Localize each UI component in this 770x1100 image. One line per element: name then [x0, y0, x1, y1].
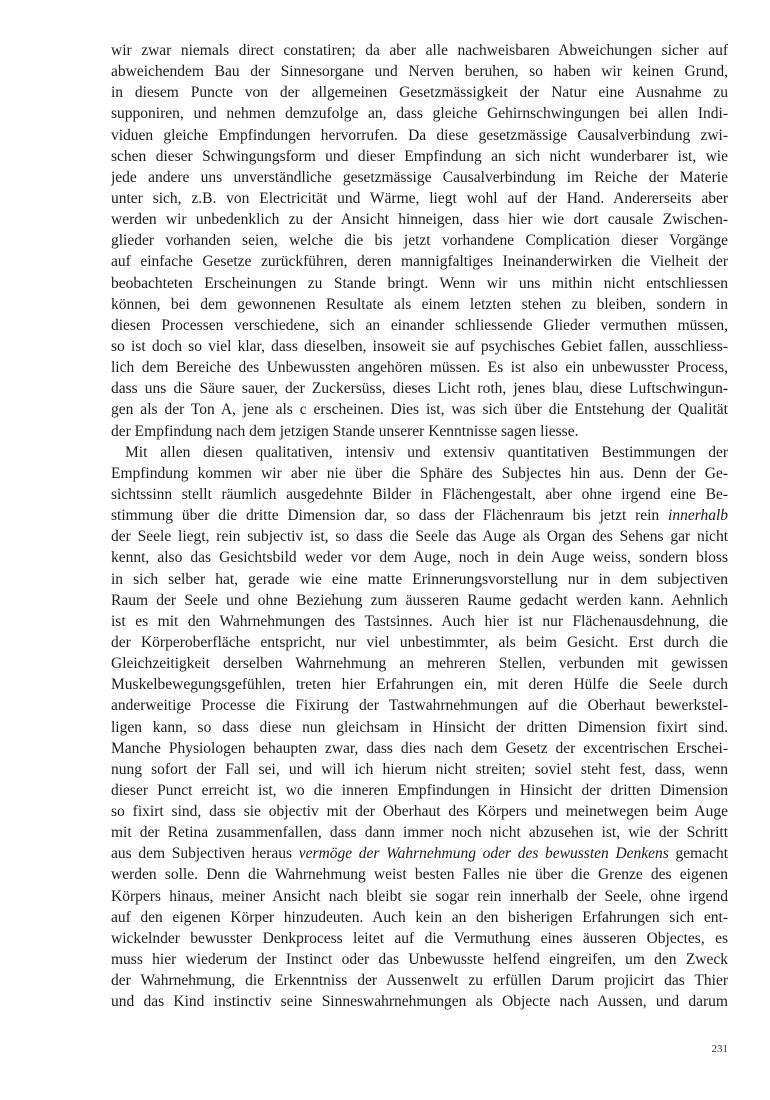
line-text: muss hier wiederum der Instinct oder das Unbewusste helfend eingreifen, um den Zweck — [111, 951, 728, 969]
text-line — [111, 843, 728, 864]
line-text: Gleichzeitigkeit derselben Wahrnehmung an mehreren Stellen, verbunden mit gewissen — [111, 655, 728, 673]
line-text: Raum der Seele und ohne Beziehung zum äusseren Raume gedacht werden kann. Aehnlich — [111, 591, 728, 609]
text-line — [111, 569, 728, 590]
line-text: jede andere uns unverständliche gesetzmässige Causalverbindung im Reiche der Materie — [111, 168, 728, 186]
text-line — [111, 611, 728, 632]
text-line — [111, 421, 728, 442]
line-text: wickelnder bewusster Denkprocess leitet auf die Vermuthung eines äusseren Objectes, es — [111, 929, 728, 947]
line-text: gen als der Ton A, jene als c erscheinen. Dies ist, was sich über die Entstehung der Qualität — [111, 401, 728, 419]
line-text: nung sofort der Fall sei, und will ich hierum nicht streiten; soviel steht fest, dass, wenn — [111, 760, 728, 778]
text-line — [111, 526, 728, 547]
text-line — [111, 547, 728, 568]
text-line — [111, 336, 728, 357]
line-text: glieder vorhanden seien, welche die bis jetzt vorhandene Complication dieser Vorgänge — [111, 232, 728, 250]
text-line — [111, 294, 728, 315]
text-line — [111, 674, 728, 695]
line-text: sichtssinn stellt räumlich ausgedehnte Bilder in Flächengestalt, aber ohne irgend eine Be- — [111, 485, 728, 503]
text-line — [111, 82, 728, 103]
line-text: auf einfache Gesetze zurückführen, deren mannigfaltiges Ineinanderwirken die Vielheit der — [111, 253, 728, 271]
emphasized-text: innerhalb — [668, 507, 728, 525]
line-text: so fixirt sind, dass sie objectiv mit der Oberhaut des Körpers und meinetwegen beim Auge — [111, 803, 728, 821]
text-line — [111, 315, 728, 336]
line-text: der Körperoberfläche entspricht, nur viel unbestimmter, als beim Gesicht. Erst durch die — [111, 633, 728, 651]
line-text: lich dem Bereiche des Unbewussten angehören müssen. Es ist also ein unbewusster Process, — [111, 359, 728, 377]
text-line — [111, 484, 728, 505]
text-line — [111, 209, 728, 230]
line-text: supponiren, und nehmen demzufolge an, dass gleiche Gehirnschwingungen bei allen Indi- — [111, 105, 728, 123]
line-text: kennt, also das Gesichtsbild weder vor dem Auge, noch in dein Auge weiss, sondern bloss — [111, 549, 728, 567]
text-line — [111, 759, 728, 780]
body-text — [111, 40, 728, 1012]
line-text: ligen kann, so dass diese nun gleichsam in Hinsicht der dritten Dimension fixirt sind. — [111, 718, 728, 736]
line-text: und das Kind instinctiv seine Sinneswahrnehmungen als Objecte nach Aussen, und darum — [111, 993, 728, 1011]
text-line — [111, 230, 728, 251]
text-line — [111, 949, 728, 970]
text-line — [111, 463, 728, 484]
text-line — [111, 632, 728, 653]
text-line — [111, 717, 728, 738]
line-text: beobachteten Erscheinungen zu Stande bringt. Wenn wir uns mithin nicht entschliessen — [111, 274, 728, 292]
line-text: können, bei dem gewonnenen Resultate als einem letzten stehen zu bleiben, sondern in — [111, 295, 728, 313]
text-line — [111, 590, 728, 611]
line-text: unter sich, z.B. von Electricität und Wärme, liegt wohl auf der Hand. Andererseits aber — [111, 189, 728, 207]
text-line — [111, 378, 728, 399]
line-text: in sich selber hat, gerade wie eine matte Erinnerungsvorstellung nur in dem subjectiven — [111, 570, 728, 588]
text-line — [111, 146, 728, 167]
text-line — [111, 886, 728, 907]
text-line — [111, 864, 728, 885]
line-text: Mit allen diesen qualitativen, intensiv und extensiv quantitativen Bestimmungen der — [125, 443, 728, 461]
text-line — [111, 738, 728, 759]
text-line — [111, 442, 728, 463]
text-line — [111, 822, 728, 843]
text-line — [111, 695, 728, 716]
text-line — [111, 251, 728, 272]
line-text: wir zwar niemals direct constatiren; da aber alle nachweisbaren Abweichungen sicher auf — [111, 42, 728, 59]
line-text: schen dieser Schwingungsform und dieser Empfindung an sich nicht wunderbarer ist, wie — [111, 147, 728, 165]
line-text: dieser Punct erreicht ist, wo die inneren Empfindungen in Hinsicht der dritten Dimension — [111, 781, 728, 799]
line-text: dass uns die Säure sauer, der Zuckersüss, dieses Licht roth, jenes blau, diese Luftschwingun- — [111, 380, 728, 398]
text-line — [111, 357, 728, 378]
line-text: in diesem Puncte von der allgemeinen Gesetzmässigkeit der Natur eine Ausnahme zu — [111, 84, 728, 102]
line-text: abweichendem Bau der Sinnesorgane und Nerven beruhen, so haben wir keinen Grund, — [111, 63, 728, 81]
text-line — [111, 991, 728, 1012]
text-line — [111, 61, 728, 82]
text-line — [111, 970, 728, 991]
line-text: aus dem Subjectiven heraus — [111, 845, 293, 863]
line-text: der Wahrnehmung, die Erkenntniss der Aussenwelt zu erfüllen Darum projicirt das Thier — [111, 972, 728, 990]
text-line — [111, 801, 728, 822]
line-text: der Seele liegt, rein subjectiv ist, so dass die Seele das Auge als Organ des Sehens gar nicht — [111, 528, 728, 546]
page-number: 231 — [711, 1043, 728, 1055]
text-line — [111, 167, 728, 188]
text-line — [111, 780, 728, 801]
text-line — [111, 125, 728, 146]
text-line — [111, 928, 728, 949]
line-text: Manche Physiologen behaupten zwar, dass dies nach dem Gesetz der excentrischen Erschei- — [111, 739, 728, 757]
line-text: mit der Retina zusammenfallen, dass dann immer noch nicht abzusehen ist, wie der Schritt — [111, 824, 728, 842]
line-text: diesen Processen verschiedene, sich an einander schliessende Glieder vermuthen müssen, — [111, 316, 728, 334]
text-line — [111, 188, 728, 209]
line-text: werden solle. Denn die Wahrnehmung weist besten Falles nie über die Grenze des eigenen — [111, 866, 728, 884]
text-line — [111, 273, 728, 294]
line-text: anderweitige Processe die Fixirung der Tastwahrnehmungen auf die Oberhaut bewerkstel- — [111, 697, 728, 715]
text-line — [111, 505, 728, 526]
line-text: ist es mit den Wahrnehmungen des Tastsinnes. Auch hier ist nur Flächenausdehnung, die — [111, 612, 728, 630]
line-text: viduen gleiche Empfindungen hervorrufen. Da diese gesetzmässige Causalverbindung zwi- — [111, 126, 728, 144]
line-text: der Empfindung nach dem jetzigen Stande unserer Kenntnisse sagen liesse. — [111, 422, 579, 440]
line-text: Körpers hinaus, meiner Ansicht nach bleibt sie sogar rein innerhalb der Seele, ohne irgend — [111, 887, 728, 905]
line-text: stimmung über die dritte Dimension dar, so dass der Flächenraum bis jetzt rein — [111, 507, 660, 525]
line-text: Muskelbewegungsgefühlen, treten hier Erfahrungen ein, mit deren Hülfe die Seele durch — [111, 676, 728, 694]
text-line — [111, 103, 728, 124]
line-text-continued: gemacht — [675, 845, 728, 863]
emphasized-text: vermöge der Wahrnehmung oder des bewussten Denkens — [298, 845, 669, 863]
text-line — [111, 399, 728, 420]
text-line — [111, 40, 728, 61]
line-text: auf den eigenen Körper hinzudeuten. Auch kein an den bisherigen Erfahrungen sich ent- — [111, 908, 728, 926]
line-text: werden wir unbedenklich zu der Ansicht hinneigen, dass hier wie dort causale Zwischen- — [111, 211, 728, 229]
line-text: so ist doch so viel klar, dass dieselben, insoweit sie auf psychisches Gebiet fallen, ausschliess- — [111, 337, 728, 355]
text-line — [111, 907, 728, 928]
line-text: Empfindung kommen wir aber nie über die Sphäre des Subjectes hin aus. Denn der Ge- — [111, 464, 728, 482]
text-line — [111, 653, 728, 674]
